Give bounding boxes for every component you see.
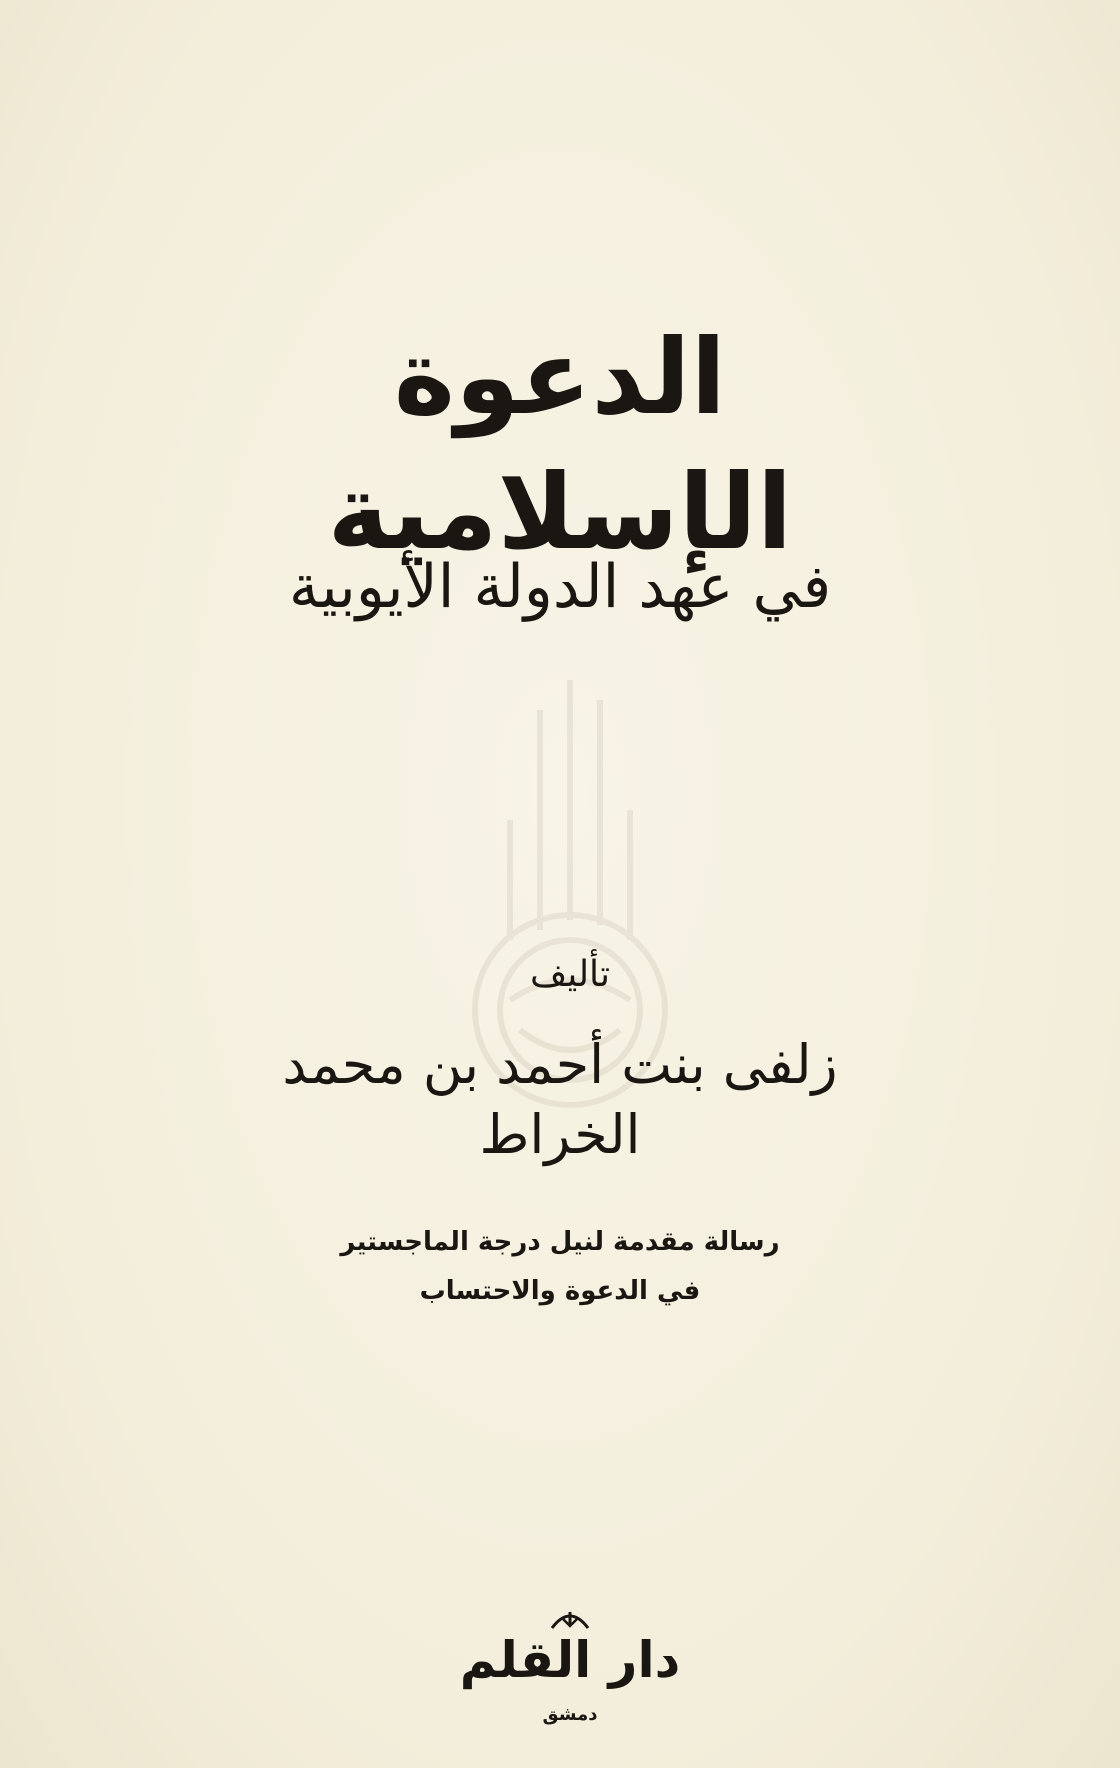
author-name: زلفى بنت أحمد بن محمد الخراط — [282, 1033, 838, 1167]
pen-icon — [548, 1608, 592, 1632]
thesis-note — [340, 1218, 780, 1317]
publisher-logo — [440, 1608, 700, 1738]
publisher-city: دمشق — [542, 1704, 598, 1725]
book-subtitle: في عهد الدولة الأيوبية — [288, 552, 832, 622]
book-title: الدعوة الإسلامية — [327, 316, 793, 574]
thesis-line-1: رسالة مقدمة لنيل درجة الماجستير — [340, 1227, 780, 1257]
publisher-name: دار القلم — [459, 1631, 681, 1689]
thesis-line-2: في الدعوة والاحتساب — [419, 1276, 701, 1307]
author-label: تأليف — [529, 954, 611, 995]
